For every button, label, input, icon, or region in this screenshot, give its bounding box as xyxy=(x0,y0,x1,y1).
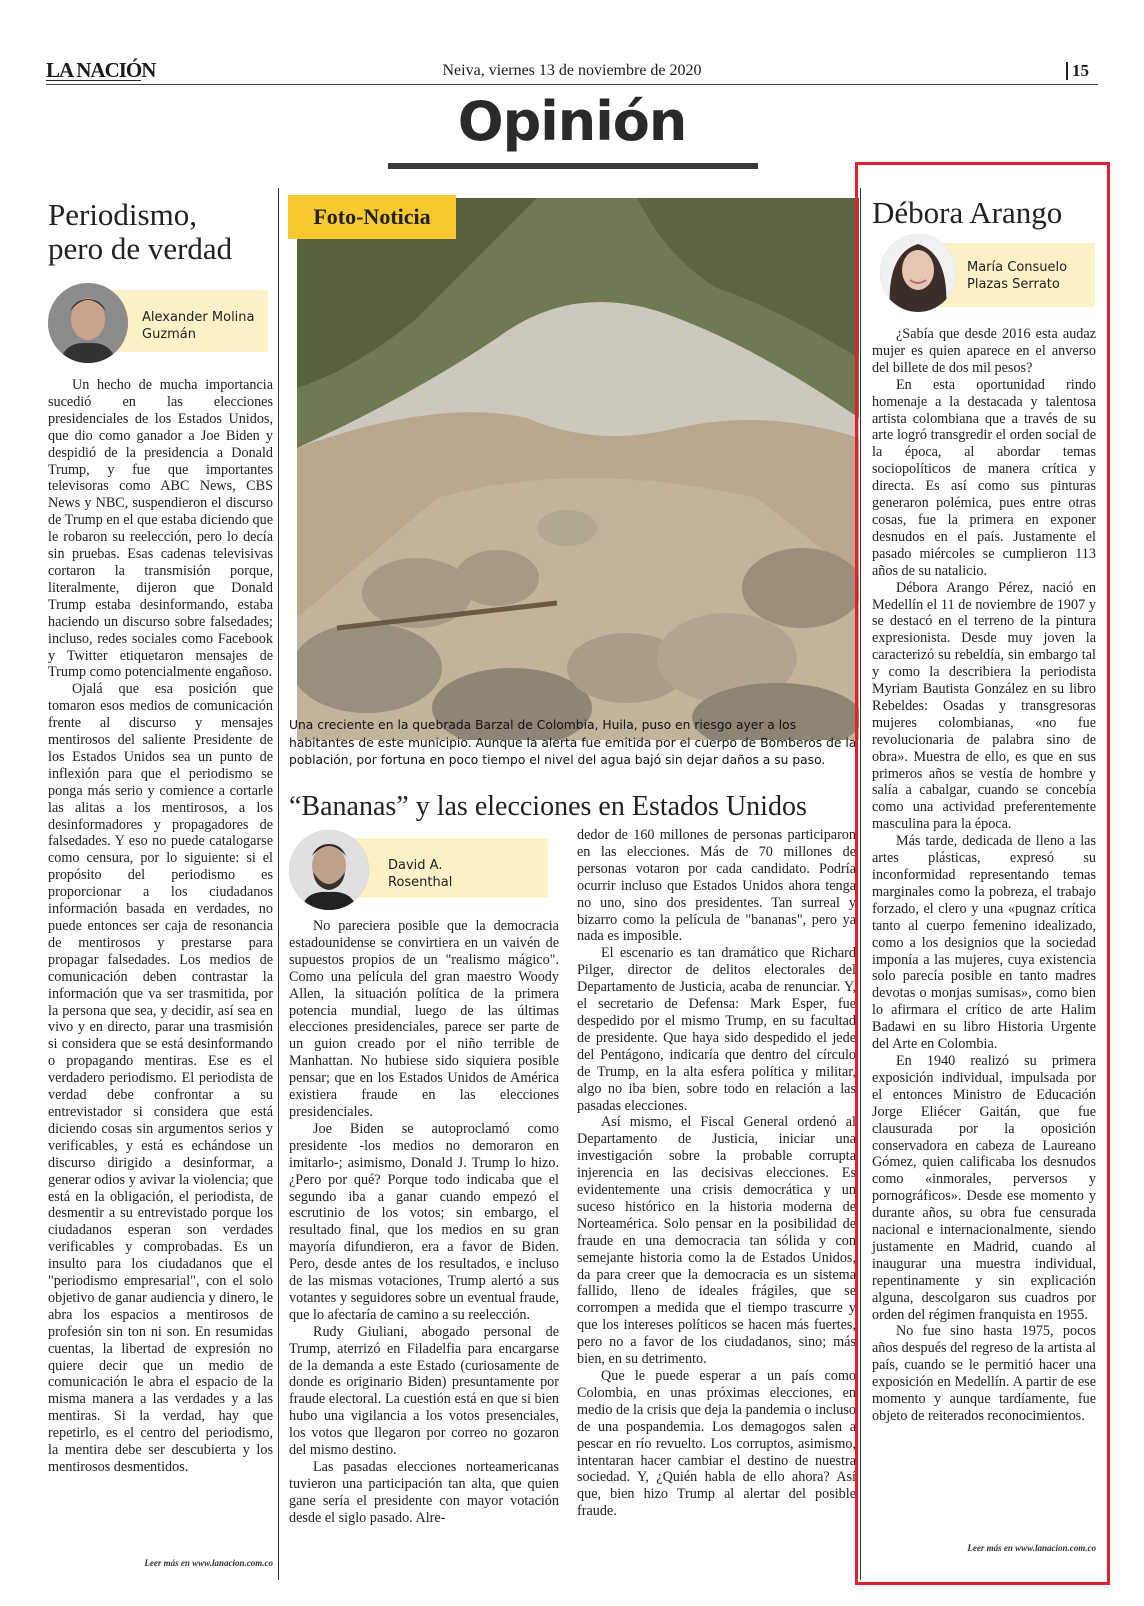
photo-news-tag: Foto-Noticia xyxy=(288,195,456,239)
creek-photo-image xyxy=(297,198,859,740)
page-number: 15 xyxy=(1066,62,1089,80)
dateline: Neiva, viernes 13 de noviembre de 2020 xyxy=(442,62,702,79)
paragraph: Débora Arango Pérez, nació en Medellín el 11 de noviembre de 1907 y se destacó en el terreno de la pintura expresionista. Desde muy joven la caracterizó su rebeldía, sin embargo tal y como la describiera la periodista Myriam Bautista González en su libro Rebeldes: Osadas y transgresoras mujeres colombianas, «no fue revolucionaria de palabra sino de obra». Muestra de ello, es que en sus primeros años se vestía de hombre y salía a cabalgar, cuando se concebía como una actividad preferentemente masculina para la época. xyxy=(872,579,1096,833)
logo-underline xyxy=(46,80,141,81)
paragraph: Rudy Giuliani, abogado personal de Trump, aterrizó en Filadelfia para encargarse de la demanda a este Estado (curiosamente de donde es originario Biden) presuntamente por fraude electoral. La cuestión está en que si bien hubo una vigilancia a los votos presenciales, los votos que llegaron por correo no gozaron del mismo destino. xyxy=(289,1323,559,1459)
paragraph: Que le puede esperar a un país como Colombia, en unas próximas elecciones, en medio de la crisis que deja la pandemia o incluso de una pospandemia. Los demagogos salen a pescar en río revuelto. Los corruptos, asimismo, intentaran hacer cambiar el destino de nuestra sociedad. Y, ¿Quién habla de ello ahora? Así que, bien hizo Trump al alertar del posible fraude. xyxy=(577,1368,856,1520)
center-article-title: “Bananas” y las elecciones en Estados Unidos xyxy=(289,791,807,822)
paragraph: No pareciera posible que la democracia estadounidense se convirtiera en un vaivén de supuestos propios de un "realismo mágico". Como una película del gran maestro Woody Allen, la situación política de la primera potencia mundial, luego de las últimas elecciones presidenciales, parece ser parte de un guion creado por el niño terrible de Manhattan. No hubiese sido siquiera posible pensar; que en los Estados Unidos de América existiera fraude en las elecciones presidenciales. xyxy=(289,918,559,1120)
left-title-line2: pero de verdad xyxy=(48,231,233,266)
photo-caption: Una creciente en la quebrada Barzal de Colombia, Huila, puso en riesgo ayer a los habitantes de este municipio. Aunque la alerta fue emitida por el cuerpo de Bomberos de la población, por fortuna en poco tiempo el nivel del agua bajó sin dejar daños a su paso. xyxy=(289,718,857,767)
paragraph: Un hecho de mucha importancia sucedió en las elecciones presidenciales de los Estados Unidos, que dio como ganador a Joe Biden y despidió de la presidencia a Donald Trump, y fue que importantes televisoras como ABC News, CBS News y NBC, suspendieron el discurso de Trump en el que estaba diciendo que le robaron su reelección, pero lo decía sin pruebas. Esas cadenas televisivas cortaron la transmisión porque, literalmente, dijeron que Donald Trump estaba desinformando, estaba haciendo un discurso sobre falsedades; incluso, redes sociales como Facebook y Twitter etiquetaron mensajes de Trump como potencialmente engañoso. xyxy=(48,377,273,681)
paragraph: dedor de 160 millones de personas participaron en las elecciones. Más de 70 millones de personas votaron por cada candidato. Podría ocurrir incluso que Estados Unidos ahora tenga no uno, sino dos presidentes. Tan surreal y bizarro como la película de "bananas", pero ya nada es imposible. xyxy=(577,827,856,945)
center-article-body-left xyxy=(289,918,559,1527)
left-article-body xyxy=(48,377,273,1476)
author-line: David A. xyxy=(388,858,443,873)
left-article-title xyxy=(48,198,273,266)
author-line: Plazas Serrato xyxy=(967,277,1060,292)
center-author-name xyxy=(388,857,538,891)
avatar xyxy=(48,283,128,363)
paragraph: Joe Biden se autoproclamó como presidente -los medios no demoraron en imitarlo-; asimismo, Donald J. Trump lo hizo. ¿Pero por qué? Porque todo indicaba que el segundo iba a ganar cuando empezó el escrutinio de los votos; sin embargo, el resultado final, que los medios en su gran mayoría difundieron, era a favor de Biden. Pero, desde antes de los resultados, e incluso de las mismas votaciones, Trump alertó a sus votantes y seguidores sobre un eventual fraude, que lo afectaría de camino a su reelección. xyxy=(289,1120,559,1323)
paragraph: El escenario es tan dramático que Richard Pilger, director de delitos electorales del Departamento de Justicia, acaba de renunciar. Y, el secretario de Defensa: Mark Esper, fue despedido por el mismo Trump, en su facultad de presidente. Que haya sido despedido el jede del Pentágono, indicaría que dentro del círculo de Trump, en la alta esfera política y militar, algo no iba bien, sobre todo en relación a las pasadas elecciones. xyxy=(577,945,856,1114)
author-line: Alexander Molina xyxy=(142,310,255,325)
header-rule xyxy=(46,84,1098,85)
right-read-more-link[interactable]: Leer más en www.lanacion.com.co xyxy=(967,1543,1096,1553)
author-portrait-icon xyxy=(289,830,369,910)
column-divider-left xyxy=(278,188,279,1580)
paragraph: No fue sino hasta 1975, pocos años después del regreso de la artista al país, cuando se le permitió hacer una exposición en Medellín. A partir de ese momento y aunque tardíamente, fue objeto de reiterados reconocimientos. xyxy=(872,1323,1096,1424)
paragraph: Ojalá que esa posición que tomaron esos medios de comunicación frente al discurso y mensajes mentirosos del saliente Presidente de los Estados Unidos sea un punto de inflexión para que el periodismo se ponga más serio y comience a cortarle las alitas a los mentirosos, a los desinformadores y propagadores de falsedades. Y eso no puede catalogarse como censura, por lo siguiente: si el propósito del periodismo es proporcionar a los ciudadanos información basada en verdades, no puede entonces ser caja de resonancia de mentirosos y prestarse para propagar falsedades. Los medios de comunicación deben contrastar la información que va ser trasmitida, por la persona que sea, y decidir, así sea en vivo y en directo, parar una trasmisión si considera que se está desinformando o propagando mentiras. Ese es el verdadero periodismo. El periodista de verdad debe confrontar a su entrevistador si considera que está diciendo cosas sin argumentos serios y verificables, y está es echándose un discurso dirigido a desinformar, a generar odios y avivar la violencia; que está en la obligación, el periodista, de desmentir a su entrevistado porque los ciudadanos esperan son verdades verificables y comprobadas. Es un insulto para los ciudadanos que el "periodismo empresarial", con el solo objetivo de ganar audiencia y dinero, le abra los espacios a mentirosos de profesión sin ton ni son. En resumidas cuentas, la libertad de expresión no quiere decir que un medio de comunicación le abra el espacio de la misma manera a las verdades y a las mentiras. Si la verdad, hay que repetirlo, es el centro del periodismo, la mentira debe ser descubierta y los mentirosos desmentidos. xyxy=(48,681,273,1475)
newspaper-logo: LA NACIÓN xyxy=(46,58,156,82)
center-article-body-right xyxy=(577,827,856,1520)
left-read-more-link[interactable]: Leer más en www.lanacion.com.co xyxy=(144,1558,273,1568)
author-line: Guzmán xyxy=(142,327,197,342)
author-line: María Consuelo xyxy=(967,260,1068,275)
author-portrait-icon xyxy=(48,283,128,363)
paragraph: En esta oportunidad rindo homenaje a la destacada y talentosa artista colombiana que a través de su arte logró transgredir el orden social de la época, al abordar temas sociopolíticos de manera crítica y directa. Es así como sus pinturas generaron polémica, pues entre otras cosas, fue la primera en exponer desnudos en el país. Justamente el pasado miércoles se cumplieron 113 años de su natalicio. xyxy=(872,376,1096,579)
right-article-body xyxy=(872,326,1096,1425)
left-title-line1: Periodismo, xyxy=(48,197,197,232)
paragraph: Más tarde, dedicada de lleno a las artes plásticas, expresó su inconformidad representando temas marginales como la pobreza, el trabajo forzado, el clero y una «pugnaz crítica tanto al cuerpo femenino idealizado, como a los designios que la sociedad imponía a las mujeres, cuya existencia solo parecía posible en tanto madres devotas o monjas sumisas», como bien lo afirmara el crítico de arte Halim Badawi en su libro Historia Urgente del Arte en Colombia. xyxy=(872,833,1096,1053)
avatar xyxy=(880,234,956,312)
author-portrait-icon xyxy=(880,234,956,312)
avatar xyxy=(289,830,369,910)
paragraph: ¿Sabía que desde 2016 esta audaz mujer es quien aparece en el anverso del billete de dos mil pesos? xyxy=(872,326,1096,376)
right-author-name xyxy=(967,259,1092,293)
paragraph: Las pasadas elecciones norteamericanas tuvieron una participación tan alta, que quien gane sería el presidente con mayor votación desde el siglo pasado. Alre- xyxy=(289,1459,559,1526)
right-article-title: Débora Arango xyxy=(872,195,1063,230)
author-line: Rosenthal xyxy=(388,875,453,890)
news-photo xyxy=(297,198,859,740)
section-title: Opinión xyxy=(457,90,687,153)
section-rule xyxy=(388,163,758,169)
paragraph: En 1940 realizó su primera exposición individual, impulsada por el entonces Ministro de Educación Jorge Eliécer Gaitán, que fue clausurada por la oposición conservadora en cabeza de Laureano Gómez, quien calificaba los desnudos como «inmorales, perversos y pornográficos». Desde ese momento y durante años, su obra fue censurada nacional e internacionalmente, siendo justamente en Madrid, cuando al inaugurar una muestra individual, repentinamente y sin explicación alguna, descolgaron sus cuadros por orden del régimen franquista en 1955. xyxy=(872,1052,1096,1323)
left-author-name xyxy=(142,309,267,343)
paragraph: Así mismo, el Fiscal General ordenó al Departamento de Justicia, iniciar una investigación sobre la probable corrupta injerencia en las decisivas elecciones. Es evidentemente una crisis democrática y un suceso histórico en la historia moderna de Norteamérica. Solo pensar en la posibilidad de fraude en una democracia tan sólida y con semejante historia como la de Estados Unidos, da para creer que la democracia es un sistema fallido, lleno de ideales frágiles, que se corrompen a medida que el tiempo trascurre y que los intereses políticos se hacen más fuertes, pero no a favor de los ciudadanos, sino; más bien, en su detrimento. xyxy=(577,1114,856,1368)
